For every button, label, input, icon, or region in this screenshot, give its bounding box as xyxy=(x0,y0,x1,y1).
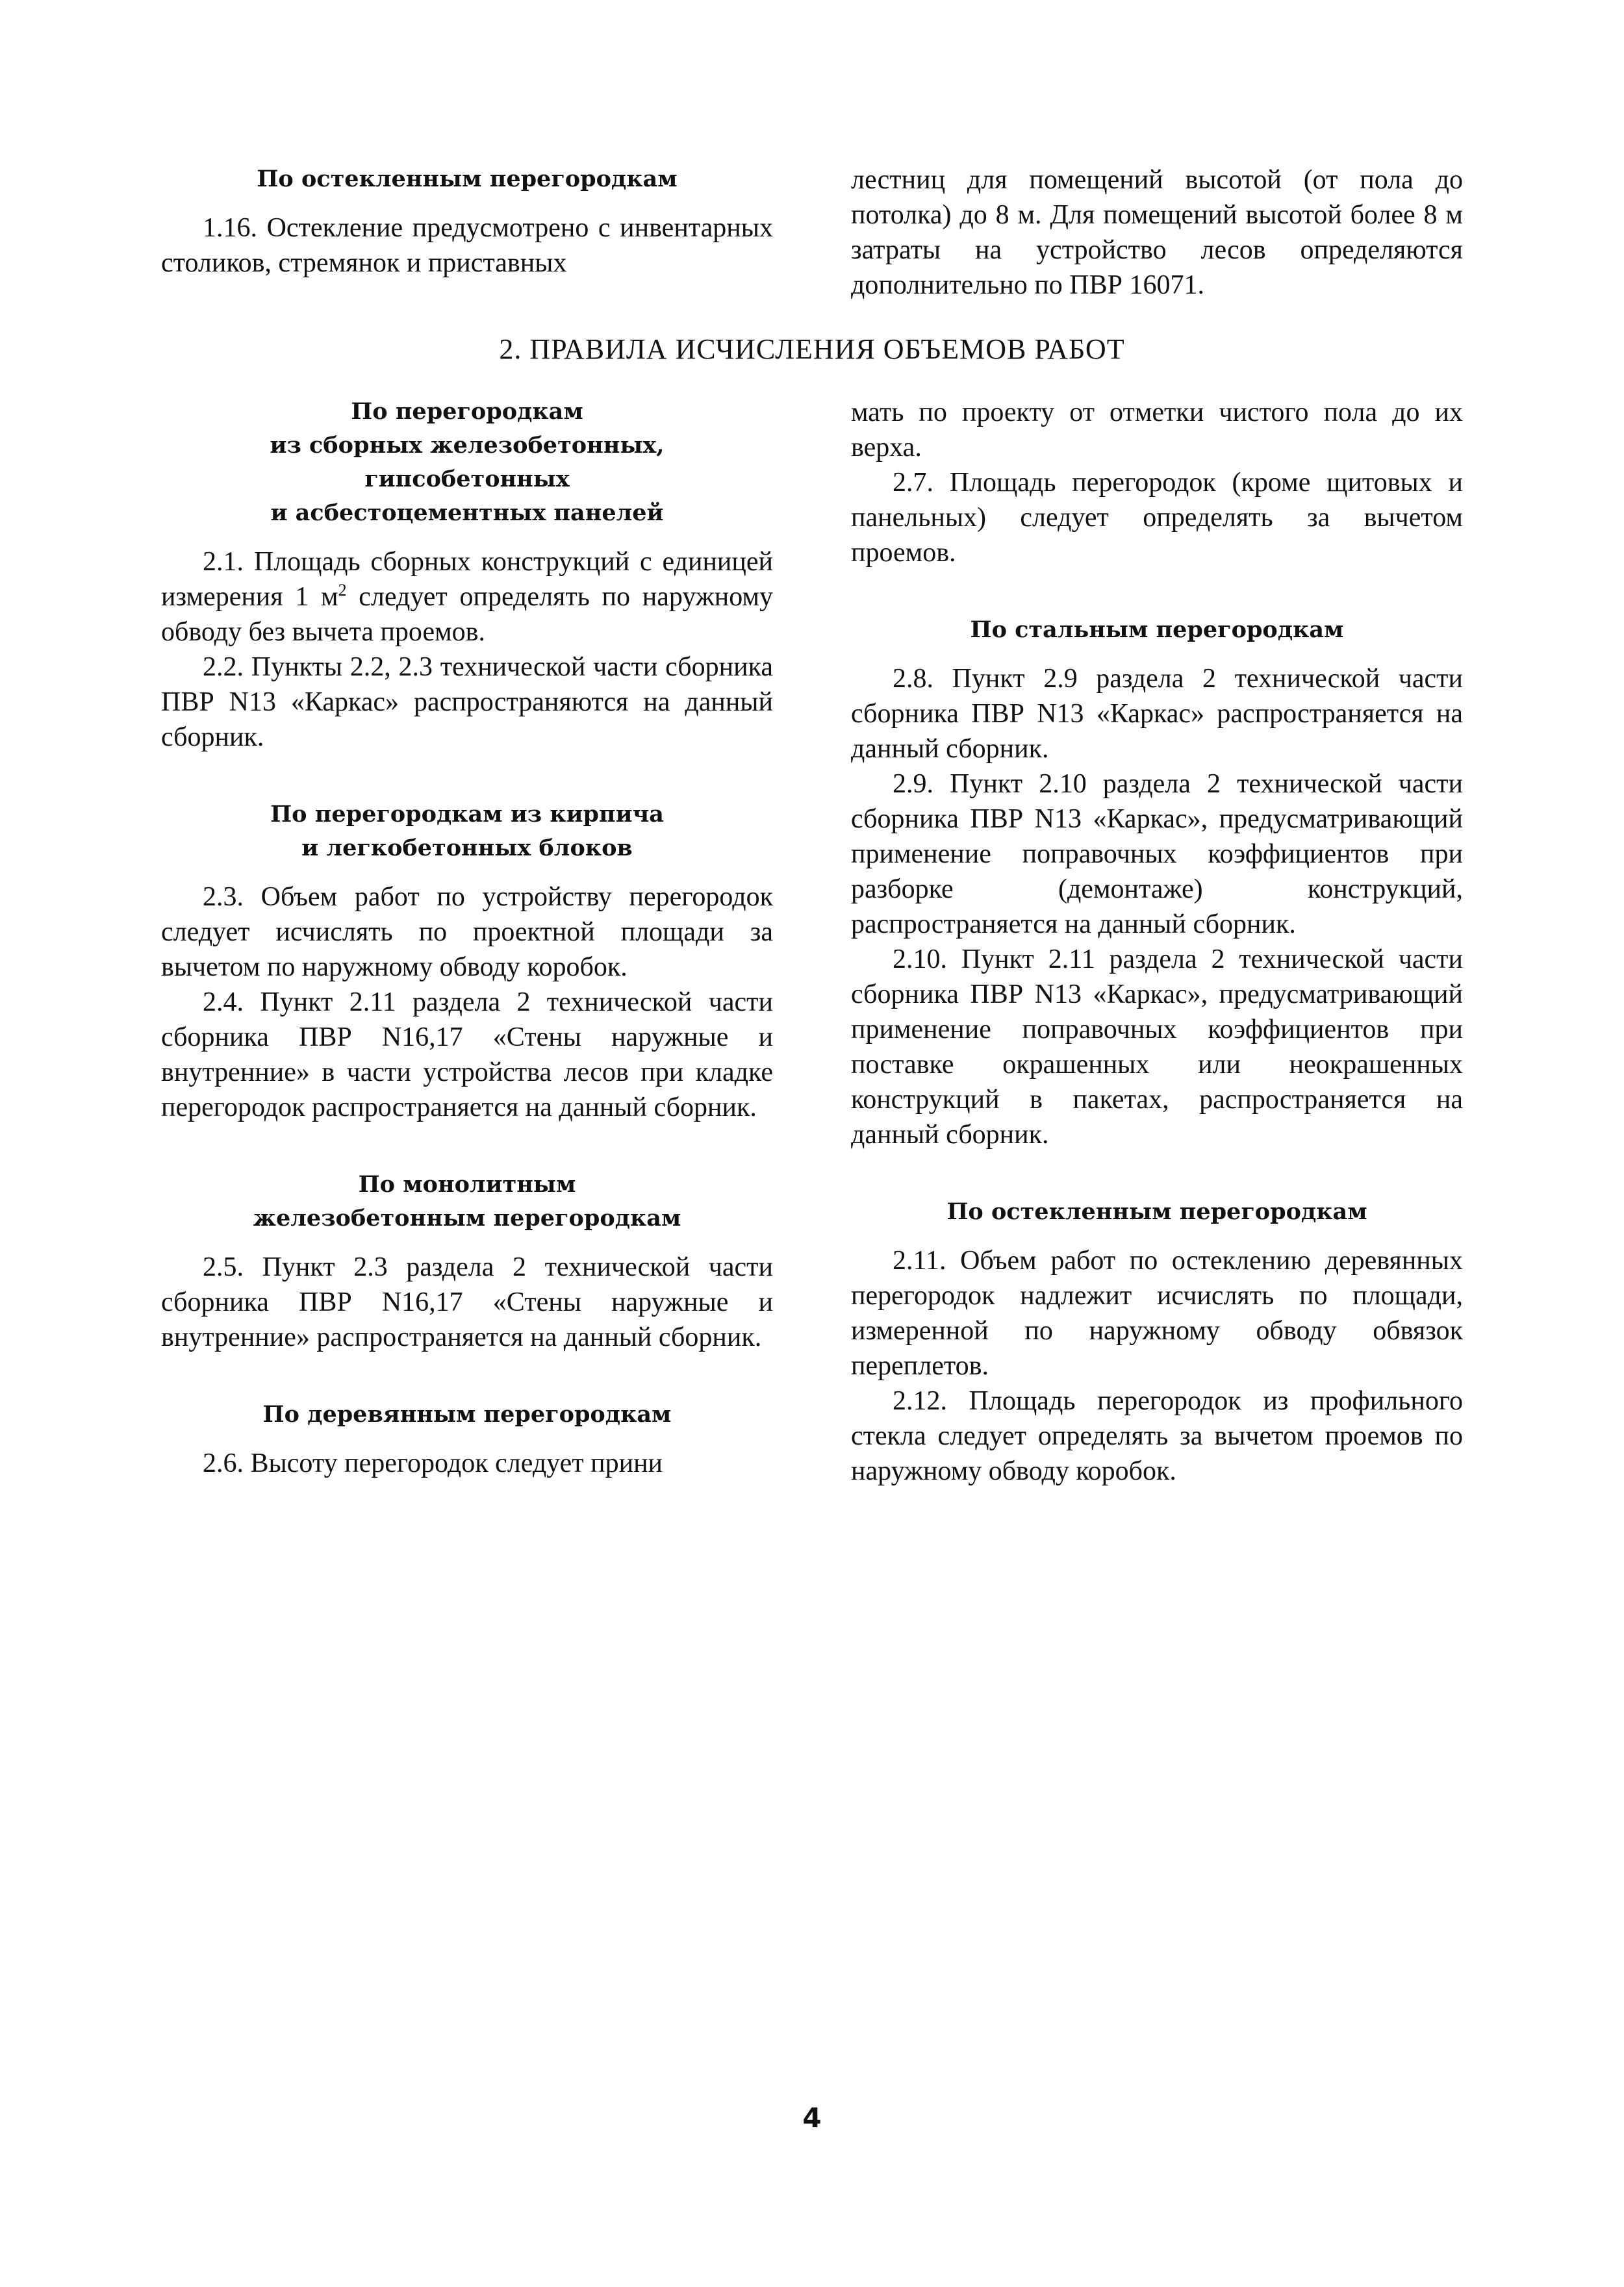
prefab-panels-section xyxy=(161,395,773,755)
paragraph-2-3: 2.3. Объем работ по устройству перегородок следует исчислять по проектной площади за вычетом по наружному обводу коробок. xyxy=(161,882,773,982)
paragraph-1-16: 1.16. Остекление предусмотрено с инвентарных столиков, стремянок и приставных xyxy=(161,213,773,278)
heading-line: По перегородкам xyxy=(351,398,583,425)
paragraph-2-8: 2.8. Пункт 2.9 раздела 2 технической части сборника ПВР N13 «Каркас» распространяется на данный сборник. xyxy=(851,664,1463,764)
heading-line: и легкобетонных блоков xyxy=(301,835,633,861)
left-column xyxy=(161,395,773,1481)
paragraph-2-1-text-end: следует определять по наружному обводу без вычета проемов. xyxy=(161,582,774,647)
superscript-2: 2 xyxy=(338,581,347,600)
section-title: 2. ПРАВИЛА ИСЧИСЛЕНИЯ ОБЪЕМОВ РАБОТ xyxy=(499,333,1125,365)
heading-line: гипсобетонных xyxy=(364,466,570,492)
paragraph-2-12: 2.12. Площадь перегородок из профильного стекла следует определять за вычетом проемов по наружному обводу коробок. xyxy=(851,1386,1463,1486)
prefab-panels-heading xyxy=(161,395,773,530)
page-number: 4 xyxy=(802,2102,822,2134)
paragraph-2-2: 2.2. Пункты 2.2, 2.3 технической части сборника ПВР N13 «Каркас» распространяются на данный сборник. xyxy=(161,652,773,752)
paragraph-2-5: 2.5. Пункт 2.3 раздела 2 технической части сборника ПВР N16,17 «Стены наружные и внутренние» распространяется на данный сборник. xyxy=(161,1252,773,1352)
brick-section xyxy=(161,798,773,1125)
paragraph-2-7: 2.7. Площадь перегородок (кроме щитовых и панельных) следует определять за вычетом проемов. xyxy=(851,468,1463,568)
paragraph-2-4: 2.4. Пункт 2.11 раздела 2 технической части сборника ПВР N16,17 «Стены наружные и внутренние» в части устройства лесов при кладке перегородок распространяется на данный сборник. xyxy=(161,987,773,1122)
paragraph-2-9: 2.9. Пункт 2.10 раздела 2 технической части сборника ПВР N13 «Каркас», предусматривающий применение поправочных коэффициентов при разборке (демонтаже) конструкций, распространяется на данный сборник. xyxy=(851,769,1463,939)
heading-line: По перегородкам из кирпича xyxy=(270,801,664,828)
top-left-block xyxy=(161,162,773,281)
heading-line: железобетонным перегородкам xyxy=(253,1205,681,1232)
monolithic-section xyxy=(161,1168,773,1355)
monolithic-heading xyxy=(161,1168,773,1235)
wooden-section xyxy=(161,1398,773,1481)
paragraph-1-16-continuation: лестниц для помещений высотой (от пола до потолка) до 8 м. Для помещений высотой более 8 м затраты на устройство лесов определяются дополнительно по ПВР 16071. xyxy=(851,165,1463,300)
paragraph-2-10: 2.10. Пункт 2.11 раздела 2 технической части сборника ПВР N13 «Каркас», предусматривающий применение поправочных коэффициентов при поставке окрашенных или неокрашенных конструкций в пакетах, распространяется на данный сборник. xyxy=(851,944,1463,1150)
paragraph-2-1-text: 2.1. Площадь сборных конструкций с единицей измерения 1 м xyxy=(161,547,773,612)
heading-line: из сборных железобетонных, xyxy=(270,432,665,459)
right-column xyxy=(851,395,1463,1489)
glazed-partitions-heading-top: По остекленным перегородкам xyxy=(257,166,678,192)
paragraph-2-6: 2.6. Высоту перегородок следует прини xyxy=(203,1448,663,1478)
paragraph-2-11: 2.11. Объем работ по остеклению деревянных перегородок надлежит исчислять по площади, измеренной по наружному обводу обвязок переплетов. xyxy=(851,1246,1463,1381)
wooden-heading: По деревянным перегородкам xyxy=(262,1401,672,1428)
heading-line: и асбестоцементных панелей xyxy=(270,499,664,526)
heading-line: По монолитным xyxy=(358,1171,576,1198)
paragraph-2-1 xyxy=(161,544,773,650)
glazed-heading: По остекленным перегородкам xyxy=(946,1198,1367,1225)
steel-section xyxy=(851,613,1463,1152)
top-right-block xyxy=(851,162,1463,303)
wooden-continuation xyxy=(851,395,1463,570)
glazed-section xyxy=(851,1195,1463,1489)
brick-heading xyxy=(161,798,773,865)
paragraph-2-6-continuation: мать по проекту от отметки чистого пола до их верха. xyxy=(851,398,1463,462)
steel-heading: По стальным перегородкам xyxy=(970,616,1344,643)
